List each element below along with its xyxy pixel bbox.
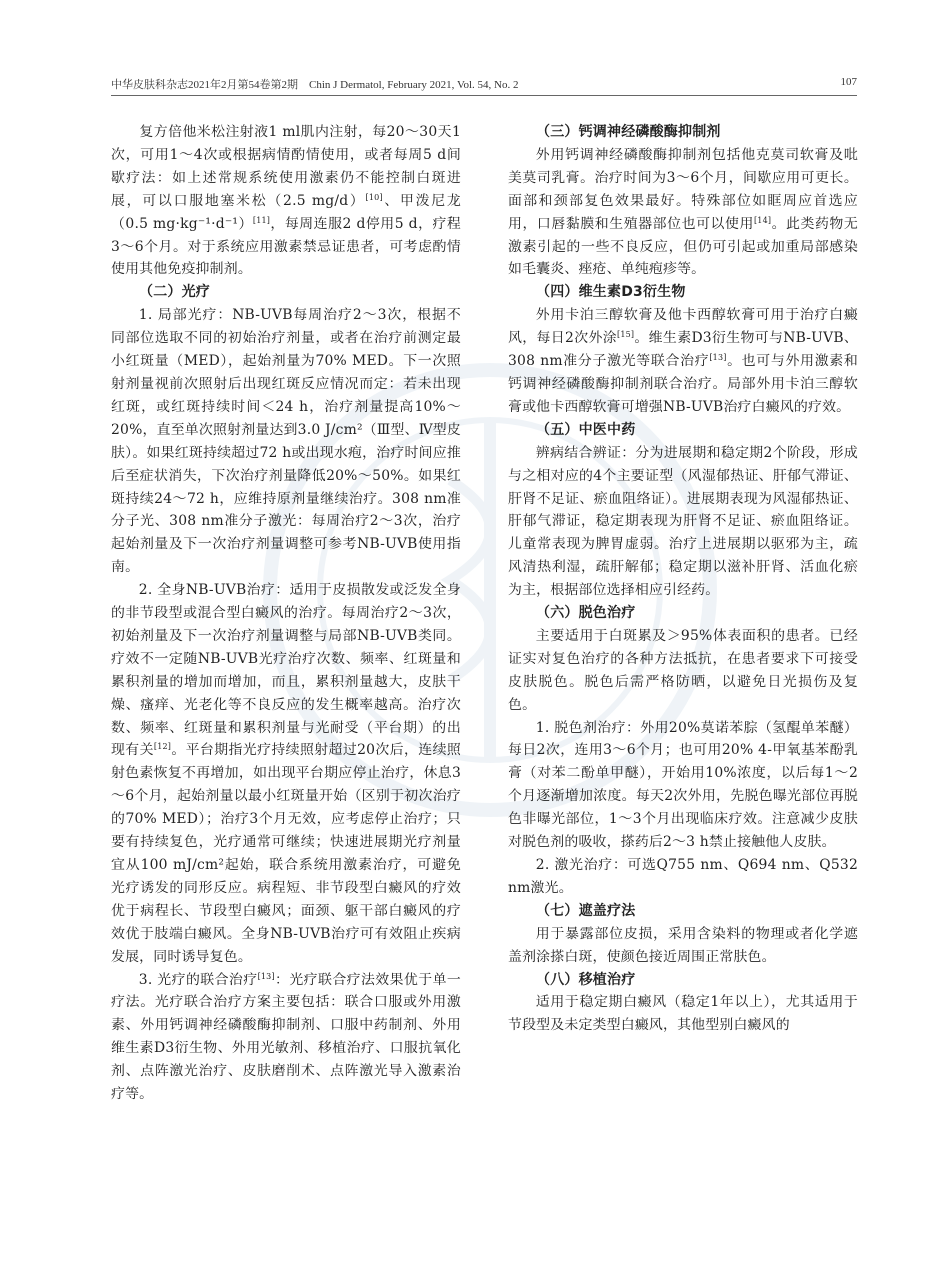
text-segment: 、甲泼尼龙（0.5 mg·kg⁻¹·d⁻¹） <box>111 192 461 232</box>
citation-ref: [13] <box>257 971 275 981</box>
text-segment: 。维生素D3衍生物可与NB-UVB、308 nm准分子激光等联合治疗 <box>508 330 858 370</box>
paragraph-depigmentation: 主要适用于白斑累及＞95%体表面积的患者。已经证实对复色治疗的各种方法抵抗，在患者要求下可接受皮肤脱色。脱色后需严格防晒，以避免日光损伤及复色。 <box>508 627 858 713</box>
text-segment: 。平台期指光疗持续照射超过20次后，连续照射色素恢复不再增加，如出现平台期应停止治疗，休息3～6个月，起始剂量以最小红斑量开始（区别于初次治疗的70% MED）；治疗3个月无效，应考虑停止治疗；只要有持续复色，光疗通常可继续；快速进展期光疗剂量宜从100 mJ/cm²起始，联合系统用激素治疗，可避免光疗诱发的同形反应。病程短、非节段型白癜风的疗效优于病程长、节段型白癜风；面颈、躯干部白癜风的疗效优于肢端白癜风。全身NB-UVB治疗可有效阻止疾病发展，同时诱导复色。 <box>111 742 461 965</box>
left-column <box>111 121 461 1106</box>
page-number: 107 <box>840 76 857 88</box>
section-heading-phototherapy: （二）光疗 <box>139 284 210 301</box>
citation-ref: [12] <box>153 742 172 752</box>
paragraph-vitamin-d3 <box>508 304 858 419</box>
paragraph-tcm: 辨病结合辨证：分为进展期和稳定期2个阶段，形成与之相对应的4个主要证型（风湿郁热证、肝郁气滞证、肝肾不足证、瘀血阻络证）。进展期表现为风湿郁热证、肝郁气滞证，稳定期表现为肝肾不足证、瘀血阻络证。儿童常表现为脾胃虚弱。治疗上进展期以驱邪为主，疏风清热利湿，疏肝解郁；稳定期以滋补肝肾、活血化瘀为主，根据部位选择相应引经药。 <box>508 444 858 599</box>
text-segment: 外用钙调神经磷酸酶抑制剂包括他克莫司软膏及吡美莫司乳膏。治疗时间为3～6个月，间歇应用可更长。面部和颈部复色效果最好。特殊部位如眶周应首选应用，口唇黏膜和生殖器部位也可以使用 <box>508 146 858 232</box>
paragraph-laser-therapy: 2. 激光治疗：可选Q755 nm、Q694 nm、Q532 nm激光。 <box>508 857 858 896</box>
paragraph-transplant: 适用于稳定期白癜风（稳定1年以上），尤其适用于节段型及未定类型白癜风，其他型别白癜风的 <box>508 994 858 1034</box>
text-segment: ，每周连服2 d停用5 d，疗程3～6个月。对于系统应用激素禁忌证患者，可考虑酌情使用其他免疫抑制剂。 <box>111 215 461 278</box>
header-rule <box>111 95 857 96</box>
paragraph-whole-body-nbuvb <box>111 579 461 968</box>
citation-ref: [15] <box>617 330 635 340</box>
text-segment: 。也可与外用激素和钙调神经磷酸酶抑制剂联合治疗。局部外用卡泊三醇软膏或他卡西醇软膏可增强NB-UVB治疗白癜风的疗效。 <box>508 353 858 415</box>
paragraph-local-phototherapy: 1. 局部光疗：NB-UVB每周治疗2～3次，根据不同部位选取不同的初始治疗剂量，或者在治疗前测定最小红斑量（MED），起始剂量为70% MED。下一次照射剂量视前次照射后出现红斑反应情况而定：若未出现红斑，或红斑持续时间＜24 h，治疗剂量提高10%～20%，直至单次照射剂量达到3.0 J/cm²（Ⅲ型、Ⅳ型皮肤）。如果红斑持续超过72 h或出现水疱，治疗时间应推后至症状消失，下次治疗剂量降低20%～50%。如果红斑持续24～72 h，应维持原剂量继续治疗。308 nm准分子光、308 nm准分子激光：每周治疗2～3次，治疗起始剂量及下一次治疗剂量调整可参考NB-UVB使用指南。 <box>111 307 461 576</box>
section-heading-transplant: （八）移植治疗 <box>536 971 636 988</box>
citation-ref: [11] <box>252 215 271 225</box>
text-segment: 复方倍他米松注射液1 ml肌内注射，每20～30天1次，可用1～4次或根据病情酌情使用，或者每周5 d间歇疗法：如上述常规系统使用激素仍不能控制白斑进展，可以口服地塞米松（2.5 mg/d） <box>111 124 461 209</box>
paragraph-combination-therapy <box>111 969 461 1106</box>
citation-ref: [10] <box>365 192 383 202</box>
citation-ref: [14] <box>753 215 772 225</box>
paragraph-calcineurin <box>508 144 858 281</box>
paragraph-continued <box>111 121 461 281</box>
section-heading-depigmentation: （六）脱色治疗 <box>536 605 636 622</box>
section-heading-vitamin-d3: （四）维生素D3衍生物 <box>536 284 686 301</box>
text-segment: 。此类药物无激素引起的一些不良反应，但仍可引起或加重局部感染如毛囊炎、痤疮、单纯疱疹等。 <box>508 215 858 278</box>
section-heading-calcineurin: （三）钙调神经磷酸酶抑制剂 <box>536 124 721 140</box>
section-heading-tcm: （五）中医中药 <box>536 421 636 438</box>
running-header <box>111 76 857 92</box>
citation-ref: [13] <box>709 353 727 363</box>
right-column <box>508 121 858 1037</box>
section-heading-cover-therapy: （七）遮盖疗法 <box>536 902 636 919</box>
text-segment: ：光疗联合疗法效果优于单一疗法。光疗联合治疗方案主要包括：联合口服或外用激素、外用钙调神经磷酸酶抑制剂、口服中药制剂、外用维生素D3衍生物、外用光敏剂、移植治疗、口服抗氧化剂、点阵激光治疗、皮肤磨削术、点阵激光导入激素治疗等。 <box>111 971 461 1103</box>
paragraph-cover-therapy: 用于暴露部位皮损，采用含染料的物理或者化学遮盖剂涂搽白斑，使颜色接近周围正常肤色。 <box>508 925 858 965</box>
paragraph-depigmentation-agents: 1. 脱色剂治疗：外用20%莫诺苯腙（氢醌单苯醚）每日2次，连用3～6个月；也可用20% 4-甲氧基苯酚乳膏（对苯二酚单甲醚），开始用10%浓度，以后每1～2个月逐渐增加浓度。每天2次外用，先脱色曝光部位再脱色非曝光部位，1～3个月出现临床疗效。注意减少皮肤对脱色剂的吸收，搽药后2～3 h禁止接触他人皮肤。 <box>508 719 858 851</box>
journal-citation: 中华皮肤科杂志2021年2月第54卷第2期 Chin J Dermatol, February 2021, Vol. 54, No. 2 <box>111 79 519 91</box>
text-segment: 2. 全身NB-UVB治疗：适用于皮损散发或泛发全身的非节段型或混合型白癜风的治疗。每周治疗2～3次，初始剂量及下一次治疗剂量调整与局部NB-UVB类同。疗效不一定随NB-UVB光疗治疗次数、频率、红斑量和累积剂量的增加而增加，而且，累积剂量越大，皮肤干燥、瘙痒、光老化等不良反应的发生概率越高。治疗次数、频率、红斑量和累积剂量与光耐受（平台期）的出现有关 <box>111 582 461 759</box>
text-segment: 外用卡泊三醇软膏及他卡西醇软膏可用于治疗白癜风，每日2次外涂 <box>508 307 858 347</box>
text-segment: 3. 光疗的联合治疗 <box>138 971 258 988</box>
